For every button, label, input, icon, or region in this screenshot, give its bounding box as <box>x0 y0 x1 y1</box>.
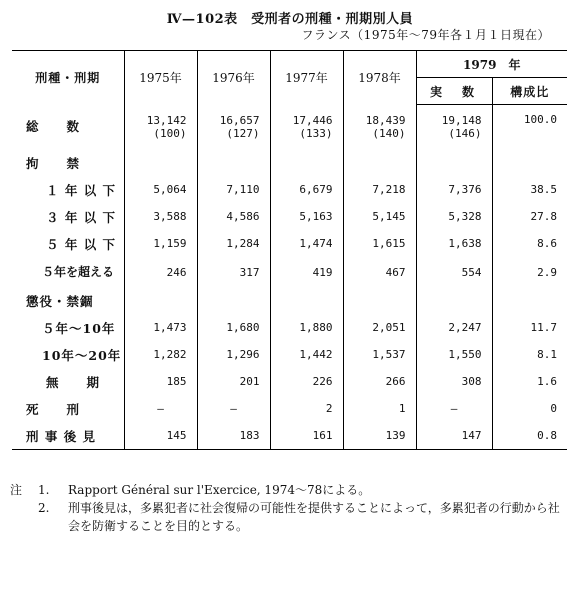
header-1977: 1977年 <box>270 51 343 105</box>
row-label: １ 年 以 下 <box>46 182 117 198</box>
cell-1977 <box>270 105 343 150</box>
cell-1976: 201 <box>197 368 270 395</box>
cell-ratio: 38.5 <box>492 176 567 203</box>
footnote-text: Rapport Général sur l'Exercice, 1974～78による。 <box>68 483 371 497</box>
cell-1978: 139 <box>343 422 416 450</box>
header-1976: 1976年 <box>197 51 270 105</box>
row-label: 拘 禁 <box>26 155 81 171</box>
table-title: Ⅳ—102表 受刑者の刑種・刑期別人員 <box>166 12 414 27</box>
cell-1976: 4,586 <box>197 203 270 230</box>
table-row <box>12 203 567 230</box>
cell-1979: — <box>416 395 492 422</box>
cell-1975: 246 <box>124 257 197 287</box>
data-table <box>12 50 567 450</box>
cell-1976: 183 <box>197 422 270 450</box>
header-type-period: 刑種・刑期 <box>12 51 124 105</box>
table-row <box>12 257 567 287</box>
footnote-text: 刑事後見は，多累犯者に社会復帰の可能性を提供することによって，多累犯者の行動から社会を防衛することを目的とする。 <box>68 501 560 533</box>
cell-1975 <box>124 105 197 150</box>
cell-1979: 147 <box>416 422 492 450</box>
footnotes <box>10 481 570 535</box>
footnote-prefix: 注 <box>10 483 23 497</box>
footnote-number: 1. <box>38 483 50 497</box>
footnote-2 <box>10 499 570 535</box>
cell-1979: 1,638 <box>416 230 492 257</box>
cell-ratio: 8.1 <box>492 341 567 368</box>
table-row <box>12 105 567 150</box>
cell-1979 <box>416 105 492 150</box>
cell-1978: 1,615 <box>343 230 416 257</box>
cell-ratio: 0 <box>492 395 567 422</box>
row-label: ５ 年 以 下 <box>46 236 117 252</box>
cell-empty <box>492 287 567 314</box>
cell-1977: 1,880 <box>270 314 343 341</box>
cell-empty <box>416 149 492 176</box>
cell-empty <box>197 149 270 176</box>
cell-empty <box>416 287 492 314</box>
cell-ratio: 100.0 <box>492 105 567 150</box>
cell-1978: 5,145 <box>343 203 416 230</box>
cell-1978 <box>343 105 416 150</box>
footnote-number: 2. <box>38 501 50 515</box>
cell-1977: 226 <box>270 368 343 395</box>
cell-1978: 1,537 <box>343 341 416 368</box>
cell-1975: 185 <box>124 368 197 395</box>
cell-value: 13,142 <box>146 113 187 127</box>
footnote-1 <box>10 481 570 499</box>
cell-ratio: 11.7 <box>492 314 567 341</box>
cell-index: (127) <box>226 126 260 140</box>
cell-ratio: 2.9 <box>492 257 567 287</box>
cell-value: 19,148 <box>441 114 482 127</box>
cell-empty <box>270 149 343 176</box>
table-row <box>12 368 567 395</box>
table-subtitle: フランス（1975年～79年各１月１日現在） <box>301 28 550 42</box>
table-row <box>12 314 567 341</box>
cell-1976: 7,110 <box>197 176 270 203</box>
cell-empty <box>197 287 270 314</box>
cell-value: 16,657 <box>219 113 260 127</box>
table-row <box>12 341 567 368</box>
row-label: 懲役・禁錮 <box>26 293 94 309</box>
cell-1977: 419 <box>270 257 343 287</box>
cell-1978: 266 <box>343 368 416 395</box>
cell-1977: 6,679 <box>270 176 343 203</box>
cell-1978: 2,051 <box>343 314 416 341</box>
cell-index: (133) <box>299 126 333 140</box>
header-actual-count: 実 数 <box>416 78 492 105</box>
cell-1975: — <box>124 395 197 422</box>
cell-1975: 5,064 <box>124 176 197 203</box>
cell-1979: 554 <box>416 257 492 287</box>
cell-1976: 1,296 <box>197 341 270 368</box>
cell-empty <box>124 287 197 314</box>
cell-1976: 317 <box>197 257 270 287</box>
row-label: ３ 年 以 下 <box>46 209 117 225</box>
cell-empty <box>124 149 197 176</box>
cell-1979: 2,247 <box>416 314 492 341</box>
cell-1979: 1,550 <box>416 341 492 368</box>
cell-1977: 5,163 <box>270 203 343 230</box>
cell-ratio: 1.6 <box>492 368 567 395</box>
cell-1977: 1,474 <box>270 230 343 257</box>
row-label: ５年を超える <box>42 264 115 279</box>
cell-1978: 7,218 <box>343 176 416 203</box>
cell-1977: 1,442 <box>270 341 343 368</box>
row-label: 刑 事 後 見 <box>12 422 124 450</box>
table-row <box>12 422 567 450</box>
header-1978: 1978年 <box>343 51 416 105</box>
cell-1977: 161 <box>270 422 343 450</box>
row-label: 無 期 <box>46 374 101 390</box>
header-ratio: 構成比 <box>492 78 567 105</box>
cell-1975: 145 <box>124 422 197 450</box>
cell-value: 17,446 <box>292 113 333 127</box>
cell-1979: 5,328 <box>416 203 492 230</box>
cell-empty <box>343 287 416 314</box>
cell-1975: 1,473 <box>124 314 197 341</box>
row-label: ５年～10年 <box>42 320 116 336</box>
row-label: 10年～20年 <box>42 347 122 363</box>
table-row <box>12 149 567 176</box>
cell-empty <box>270 287 343 314</box>
cell-empty <box>492 149 567 176</box>
table-row <box>12 176 567 203</box>
cell-index: (146) <box>448 127 482 140</box>
table-row <box>12 287 567 314</box>
cell-ratio: 8.6 <box>492 230 567 257</box>
cell-1976: 1,680 <box>197 314 270 341</box>
cell-1977: 2 <box>270 395 343 422</box>
cell-1979: 308 <box>416 368 492 395</box>
cell-index: (100) <box>153 126 187 140</box>
cell-1976: 1,284 <box>197 230 270 257</box>
cell-1975: 1,159 <box>124 230 197 257</box>
table-row <box>12 395 567 422</box>
cell-1978: 1 <box>343 395 416 422</box>
cell-index: (140) <box>372 126 406 140</box>
cell-1975: 3,588 <box>124 203 197 230</box>
row-label: 総 数 <box>26 119 81 135</box>
header-1975: 1975年 <box>124 51 197 105</box>
row-label: 死 刑 <box>26 401 81 417</box>
cell-1975: 1,282 <box>124 341 197 368</box>
cell-1976: — <box>197 395 270 422</box>
table-row <box>12 230 567 257</box>
cell-empty <box>343 149 416 176</box>
header-1979: 1979 年 <box>416 51 567 78</box>
cell-value: 18,439 <box>365 113 406 127</box>
cell-ratio: 0.8 <box>492 422 567 450</box>
cell-ratio: 27.8 <box>492 203 567 230</box>
cell-1979: 7,376 <box>416 176 492 203</box>
cell-1976 <box>197 105 270 150</box>
cell-1978: 467 <box>343 257 416 287</box>
